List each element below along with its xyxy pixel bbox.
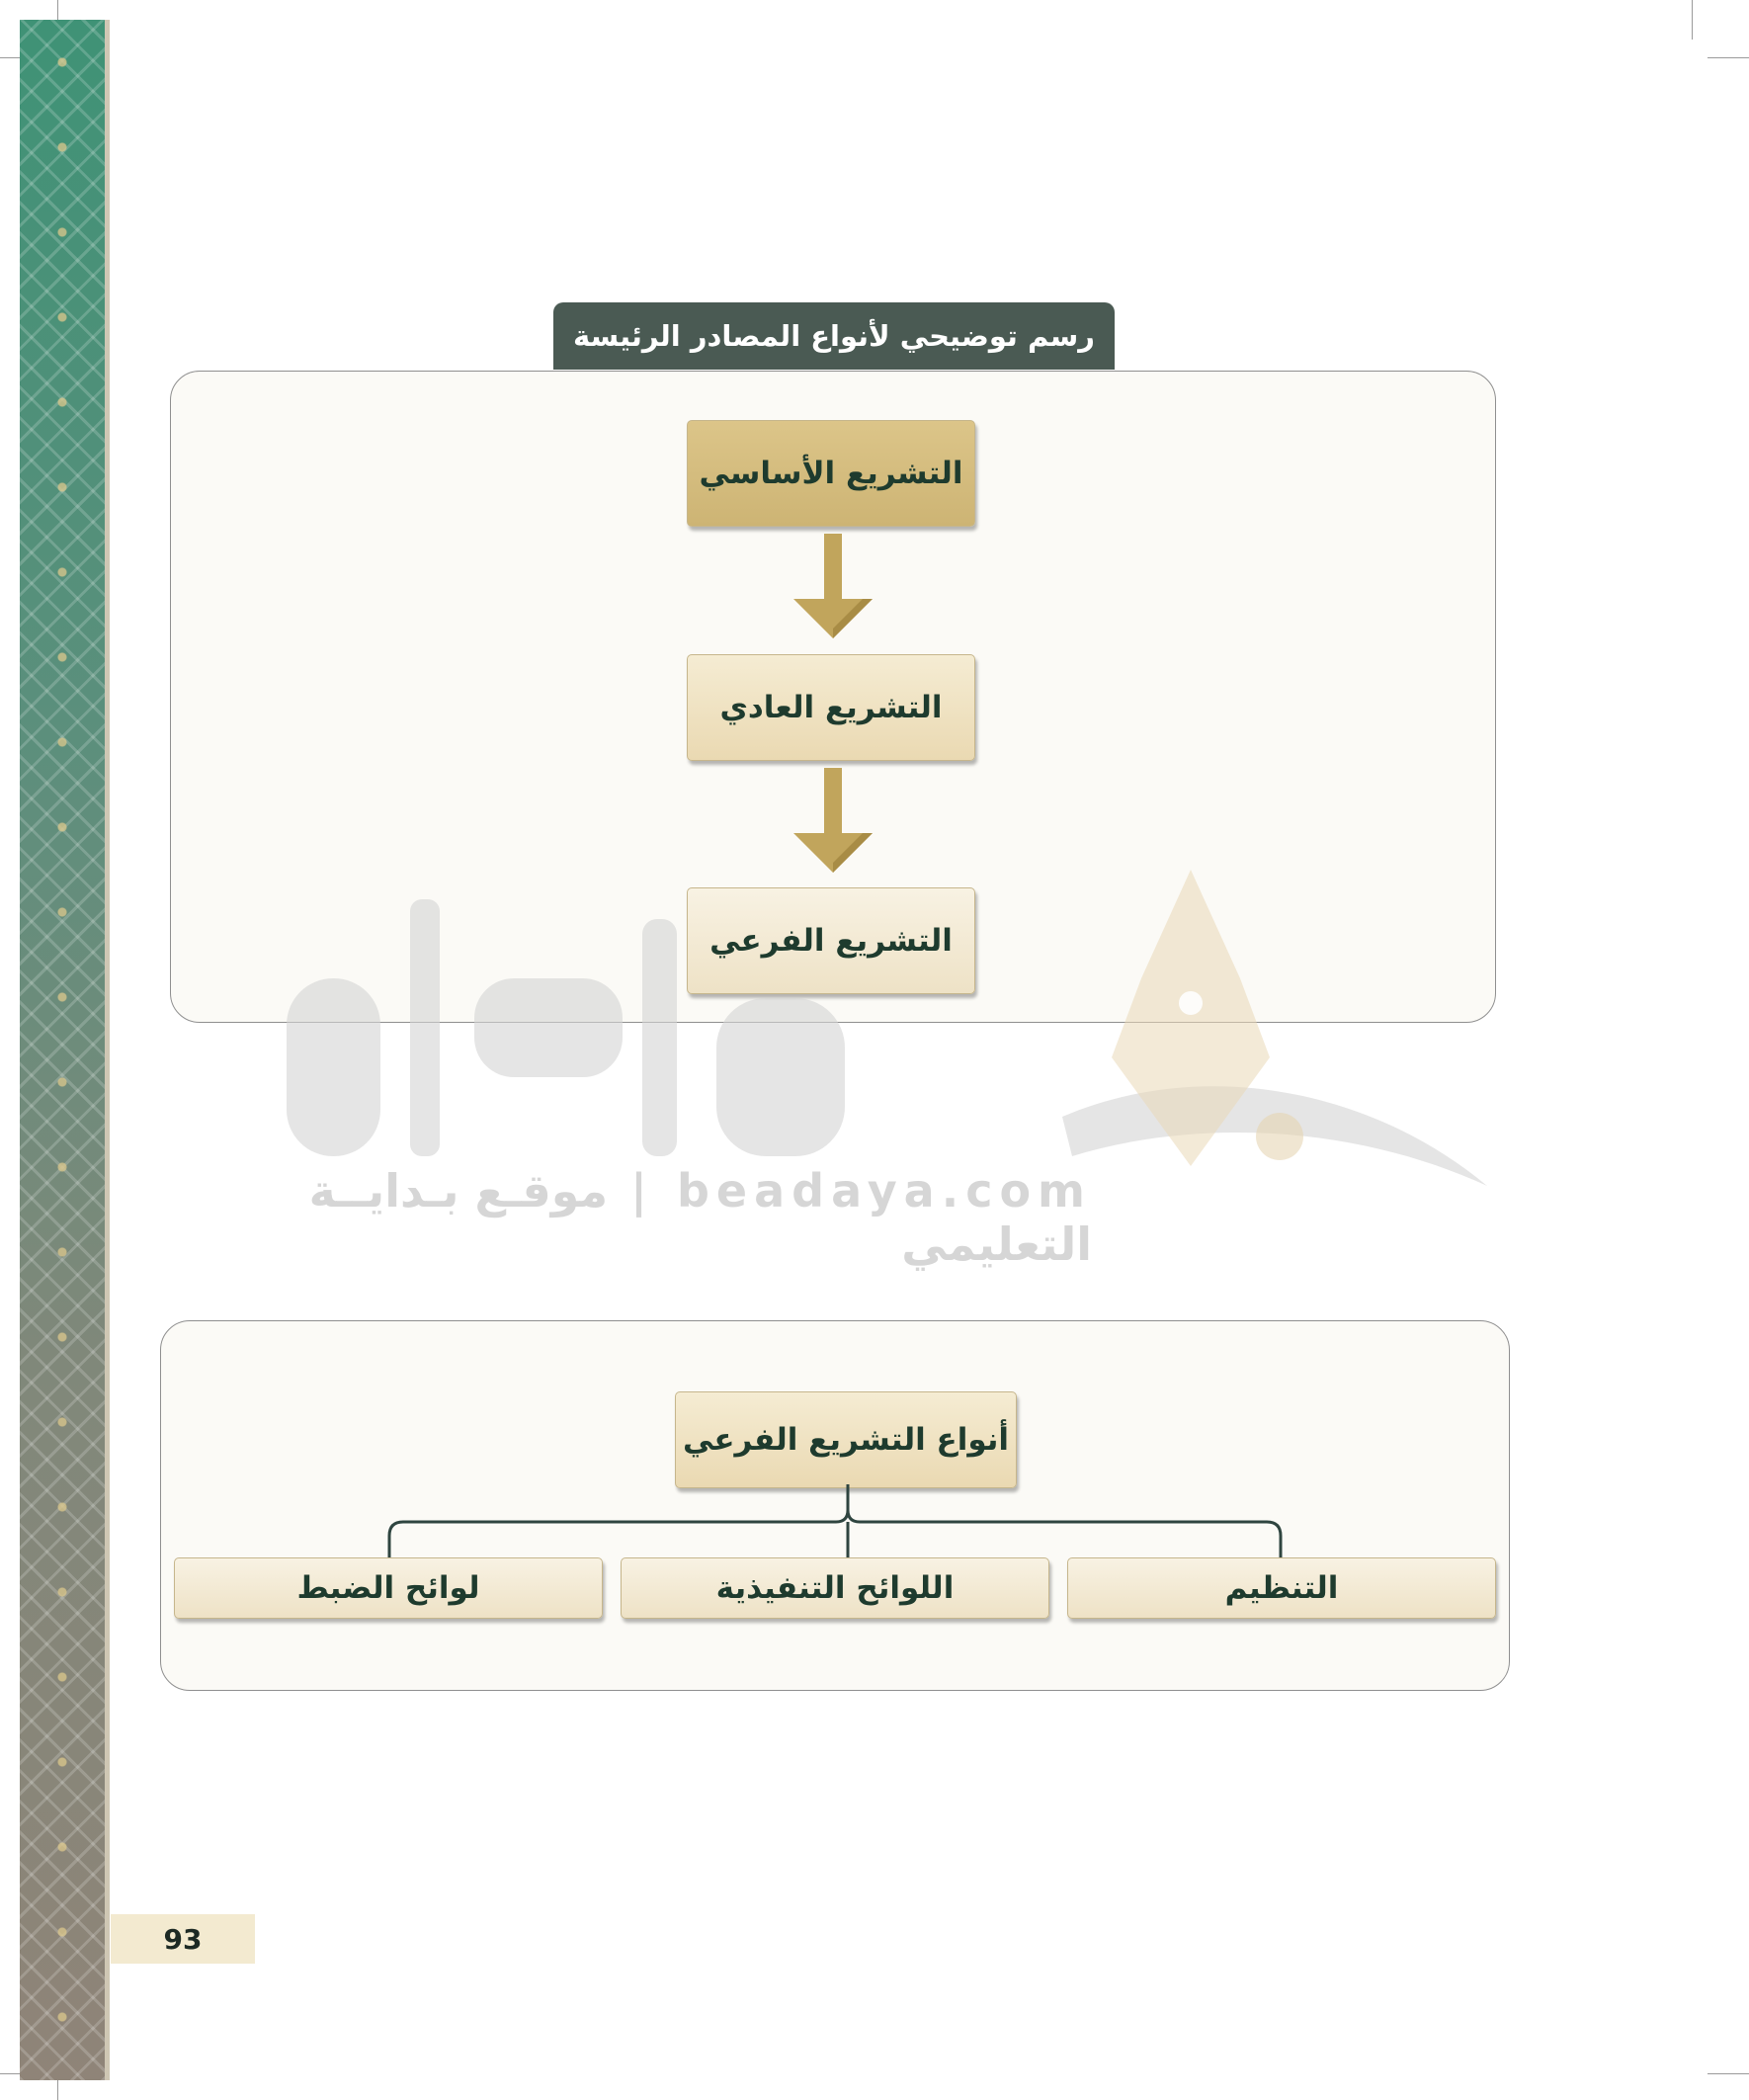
box-secondary-types-root: أنواع التشريع الفرعي bbox=[675, 1391, 1017, 1488]
ornamental-border bbox=[20, 20, 105, 2080]
box-secondary-legislation: التشريع الفرعي bbox=[687, 887, 975, 994]
page-number: 93 bbox=[111, 1914, 255, 1964]
box-primary-legislation: التشريع الأساسي bbox=[687, 420, 975, 527]
tree-connector bbox=[375, 1482, 1294, 1561]
box-regulation: التنظيم bbox=[1067, 1557, 1496, 1619]
diagram1-title: رسم توضيحي لأنواع المصادر الرئيسة bbox=[553, 302, 1115, 370]
box-ordinary-legislation: التشريع العادي bbox=[687, 654, 975, 761]
box-executive-regulations: اللوائح التنفيذية bbox=[621, 1557, 1049, 1619]
ornamental-border-edge bbox=[105, 20, 110, 2080]
down-arrow-icon bbox=[789, 534, 877, 642]
watermark-site-text: beadaya.com | موقـع بـدايــة التعليمي bbox=[308, 1164, 1092, 1271]
box-control-regulations: لوائح الضبط bbox=[174, 1557, 603, 1619]
